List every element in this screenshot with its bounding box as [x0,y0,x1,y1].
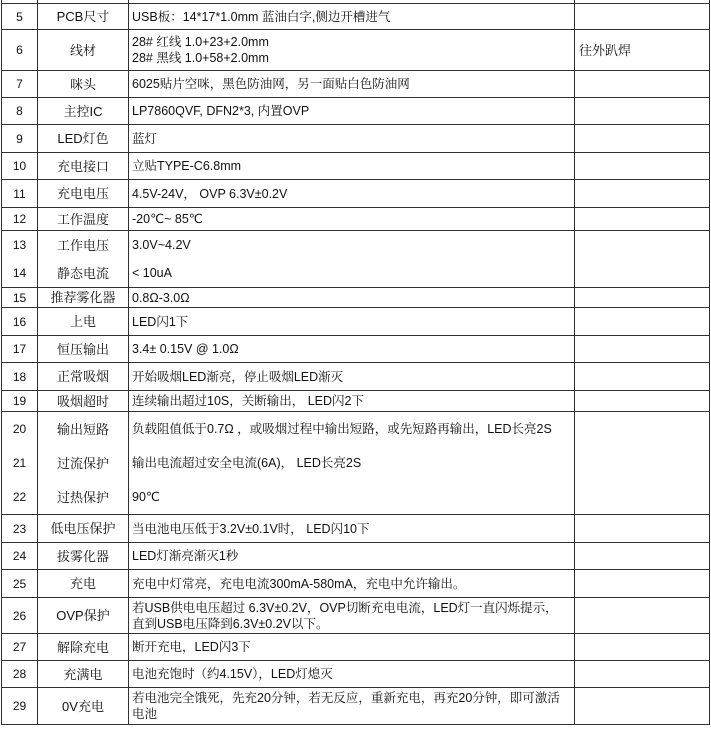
cell-sub-row[interactable] [575,308,709,335]
item-label: 咪头 [69,76,96,92]
row-number: 12 [12,212,27,226]
item-label: 充满电 [63,666,103,682]
item-label: 工作温度 [56,211,109,227]
cell-sub-row[interactable] [129,153,574,179]
cell-sub-row[interactable] [129,446,574,480]
description-text: 4.5V-24V， OVP 6.3V±0.2V [132,186,288,201]
description-text: LED闪1下 [132,314,189,329]
cell-sub-row[interactable] [38,661,128,687]
row-number: 21 [12,456,27,470]
spec-table [1,3,710,725]
cell-sub-row[interactable] [129,363,574,390]
cell-sub-row[interactable] [129,634,574,660]
row-number: 15 [12,290,27,305]
cell-sub-row[interactable] [38,208,128,230]
row-number: 25 [12,576,27,591]
row-number-cell[interactable] [2,98,38,124]
item-cell[interactable] [38,688,129,724]
table-band-25 [2,570,709,598]
row-number: 14 [12,266,27,280]
cell-sub-row[interactable] [2,30,37,70]
cell-sub-row[interactable] [2,180,37,207]
cell-sub-row[interactable] [575,391,709,411]
table-band-5 [2,4,709,30]
item-cell[interactable] [38,4,129,29]
cell-sub-row[interactable] [575,231,709,259]
cell-sub-row[interactable] [38,153,128,179]
description-cell[interactable] [129,98,575,124]
item-label: LED灯色 [57,131,109,146]
remark-cell[interactable] [575,363,709,390]
remark-cell[interactable] [575,153,709,179]
cell-sub-row[interactable] [38,598,128,633]
cell-sub-row[interactable] [2,208,37,230]
description-cell[interactable] [129,208,575,230]
item-cell[interactable] [38,336,129,362]
cell-sub-row[interactable] [575,412,709,446]
cell-sub-row[interactable] [575,446,709,480]
item-cell[interactable] [38,391,129,411]
row-number: 28 [12,667,27,681]
row-number: 26 [12,608,27,623]
item-label: 解除充电 [56,639,109,655]
cell-sub-row[interactable] [129,231,574,259]
cell-sub-row[interactable] [575,125,709,152]
row-number-cell[interactable] [2,4,38,29]
description-cell[interactable] [129,180,575,207]
row-number: 8 [16,104,23,118]
cell-sub-row[interactable] [2,688,37,724]
item-label: OVP保护 [56,608,110,623]
cell-sub-row[interactable] [2,308,37,335]
cell-sub-row[interactable] [575,4,709,29]
item-label: 过热保护 [56,489,109,505]
table-band-29 [2,688,709,724]
remark-cell[interactable] [575,336,709,362]
item-cell[interactable] [38,208,129,230]
cell-sub-row[interactable] [38,480,128,514]
cell-sub-row[interactable] [575,480,709,514]
table-band-10 [2,153,709,180]
cell-sub-row[interactable] [129,30,574,70]
remark-cell[interactable] [575,30,709,70]
description-text: 输出电流超过安全电流(6A)， LED长亮2S [132,456,362,470]
cell-sub-row[interactable] [38,180,128,207]
item-label: 充电电压 [56,186,109,201]
row-number-cell[interactable] [2,336,38,362]
description-cell[interactable] [129,336,575,362]
cell-sub-row[interactable] [129,570,574,597]
remark-cell[interactable] [575,634,709,660]
cell-sub-row[interactable] [38,336,128,362]
item-label: PCB尺寸 [56,9,110,24]
remark-cell[interactable] [575,125,709,152]
cell-sub-row[interactable] [38,363,128,390]
cell-sub-row[interactable] [2,4,37,29]
cell-sub-row[interactable] [575,30,709,70]
item-cell[interactable] [38,153,129,179]
item-label: 线材 [69,42,96,58]
cell-sub-row[interactable] [575,288,709,307]
item-label: 充电接口 [56,158,109,174]
cell-sub-row[interactable] [575,688,709,724]
cell-sub-row[interactable] [2,661,37,687]
remark-cell[interactable] [575,180,709,207]
remark-cell[interactable] [575,391,709,411]
description-cell[interactable] [129,153,575,179]
row-number: 27 [12,640,27,654]
item-cell[interactable] [38,98,129,124]
table-band-17 [2,336,709,363]
row-number: 19 [12,394,27,408]
row-number-cell[interactable] [2,363,38,390]
item-label: 正常吸烟 [56,369,109,384]
row-number-cell[interactable] [2,30,38,70]
cell-sub-row[interactable] [129,480,574,514]
cell-sub-row[interactable] [129,336,574,362]
cell-sub-row[interactable] [38,259,128,287]
item-cell[interactable] [38,308,129,335]
cell-sub-row[interactable] [2,125,37,152]
description-text: 连续输出超过10S，关断输出， LED闪2下 [132,394,364,408]
description-text: 6025贴片空咪，黑色防油网，另一面贴白色防油网 [132,77,410,91]
description-text: 90℃ [132,490,160,504]
item-label: 充电 [69,576,96,591]
item-cell[interactable] [38,125,129,152]
description-text: 28# 黑线 1.0+58+2.0mm [132,51,269,65]
row-number-cell[interactable] [2,308,38,335]
cell-sub-row[interactable] [129,412,574,446]
cell-sub-row[interactable] [129,598,574,633]
description-text: 若电池完全饿死，先充20分钟，若无反应，重新充电，再充20分钟，即可激活电池 [132,691,560,721]
description-text: 负载阻值低于0.7Ω ，或吸烟过程中输出短路，或先短路再输出，LED长亮2S [132,422,552,436]
row-number-cell[interactable] [2,71,38,97]
description-cell[interactable] [129,308,575,335]
item-label: 恒压输出 [56,341,109,357]
table-band-27 [2,634,709,661]
row-number-cell[interactable] [2,598,38,633]
item-label: 工作电压 [56,237,109,253]
remark-text: 往外趴焊 [579,42,632,58]
row-number-cell[interactable] [2,125,38,152]
row-number: 9 [16,131,23,146]
item-label: 推荐雾化器 [50,290,116,305]
table-band-9 [2,125,709,153]
table-band-20 [2,412,709,515]
cell-sub-row[interactable] [38,446,128,480]
cell-sub-row[interactable] [2,391,37,411]
cell-sub-row[interactable] [2,336,37,362]
row-number-cell[interactable] [2,391,38,411]
cell-sub-row[interactable] [129,180,574,207]
description-cell[interactable] [129,661,575,687]
item-cell[interactable] [38,30,129,70]
cell-sub-row[interactable] [575,71,709,97]
cell-sub-row[interactable] [575,153,709,179]
description-cell[interactable] [129,71,575,97]
item-cell[interactable] [38,412,129,514]
item-cell[interactable] [38,288,129,307]
table-band-13 [2,231,709,288]
row-number: 6 [16,43,23,57]
row-number-cell[interactable] [2,634,38,660]
cell-sub-row[interactable] [129,4,574,29]
item-cell[interactable] [38,543,129,569]
remark-cell[interactable] [575,570,709,597]
remark-cell[interactable] [575,98,709,124]
row-number: 18 [12,369,27,384]
cell-sub-row[interactable] [575,363,709,390]
table-band-19 [2,391,709,412]
item-label: 主控IC [63,103,103,119]
description-cell[interactable] [129,363,575,390]
remark-cell[interactable] [575,661,709,687]
cell-sub-row[interactable] [38,688,128,724]
cell-sub-row[interactable] [2,543,37,569]
description-text: 当电池电压低于3.2V±0.1V时， LED闪10下 [132,521,370,536]
remark-cell[interactable] [575,4,709,29]
row-number-cell[interactable] [2,231,38,287]
description-text: 断开充电，LED闪3下 [132,640,251,654]
cell-sub-row[interactable] [2,634,37,660]
row-number: 16 [12,314,27,329]
description-cell[interactable] [129,543,575,569]
row-number-cell[interactable] [2,208,38,230]
description-cell[interactable] [129,231,575,287]
table-band-6 [2,30,709,71]
remark-cell[interactable] [575,598,709,633]
description-cell[interactable] [129,634,575,660]
cell-sub-row[interactable] [575,336,709,362]
description-cell[interactable] [129,125,575,152]
cell-sub-row[interactable] [129,515,574,542]
cell-sub-row[interactable] [38,308,128,335]
cell-sub-row[interactable] [129,208,574,230]
description-cell[interactable] [129,288,575,307]
cell-sub-row[interactable] [2,71,37,97]
description-cell[interactable] [129,4,575,29]
description-cell[interactable] [129,598,575,633]
cell-sub-row[interactable] [38,4,128,29]
cell-sub-row[interactable] [38,391,128,411]
table-band-12 [2,208,709,231]
cell-sub-row[interactable] [575,208,709,230]
item-cell[interactable] [38,71,129,97]
cell-sub-row[interactable] [38,231,128,259]
remark-cell[interactable] [575,515,709,542]
description-cell[interactable] [129,412,575,514]
cell-sub-row[interactable] [2,570,37,597]
table-band-28 [2,661,709,688]
description-text: -20℃~ 85℃ [132,212,203,226]
item-cell[interactable] [38,231,129,287]
remark-cell[interactable] [575,288,709,307]
cell-sub-row[interactable] [38,98,128,124]
row-number-cell[interactable] [2,688,38,724]
table-band-23 [2,515,709,543]
cell-sub-row[interactable] [38,634,128,660]
row-number: 22 [12,490,27,504]
row-number-cell[interactable] [2,570,38,597]
row-number-cell[interactable] [2,288,38,307]
description-cell[interactable] [129,688,575,724]
cell-sub-row[interactable] [38,515,128,542]
description-text: < 10uA [132,266,172,280]
cell-sub-row[interactable] [575,598,709,633]
row-number-cell[interactable] [2,412,38,514]
description-cell[interactable] [129,570,575,597]
item-cell[interactable] [38,363,129,390]
cell-sub-row[interactable] [38,543,128,569]
cell-sub-row[interactable] [38,570,128,597]
description-text: 0.8Ω-3.0Ω [132,290,190,305]
remark-cell[interactable] [575,543,709,569]
remark-cell[interactable] [575,208,709,230]
item-label: 上电 [69,314,96,329]
description-text: LED灯渐亮渐灭1秒 [132,549,239,563]
item-label: 拔雾化器 [56,548,109,564]
description-text: 若USB供电电压超过 6.3V±0.2V，OVP切断充电电流，LED灯一直闪烁提示，直到USB电压降到6.3V±0.2V以下。 [132,600,558,631]
row-number-cell[interactable] [2,153,38,179]
item-cell[interactable] [38,634,129,660]
row-number-cell[interactable] [2,180,38,207]
cell-sub-row[interactable] [129,661,574,687]
item-label: 吸烟超时 [56,393,109,409]
cell-sub-row[interactable] [129,688,574,724]
cell-sub-row[interactable] [575,259,709,287]
cell-sub-row[interactable] [38,412,128,446]
cell-sub-row[interactable] [2,153,37,179]
cell-sub-row[interactable] [38,30,128,70]
cell-sub-row[interactable] [129,259,574,287]
row-number: 13 [12,238,27,252]
item-cell[interactable] [38,180,129,207]
description-text: 蓝灯 [132,131,158,146]
description-text: 3.4± 0.15V @ 1.0Ω [132,342,239,356]
remark-cell[interactable] [575,412,709,514]
cell-sub-row[interactable] [129,391,574,411]
cell-sub-row[interactable] [129,543,574,569]
description-cell[interactable] [129,391,575,411]
cell-sub-row[interactable] [38,71,128,97]
cell-sub-row[interactable] [575,98,709,124]
cell-sub-row[interactable] [2,412,37,446]
cell-sub-row[interactable] [129,71,574,97]
cell-sub-row[interactable] [129,98,574,124]
cell-sub-row[interactable] [575,570,709,597]
table-band-26 [2,598,709,634]
cell-sub-row[interactable] [129,125,574,152]
row-number: 5 [16,9,23,24]
cell-sub-row[interactable] [38,125,128,152]
cell-sub-row[interactable] [2,446,37,480]
table-band-8 [2,98,709,125]
cell-sub-row[interactable] [38,288,128,307]
cell-sub-row[interactable] [2,480,37,514]
row-number-cell[interactable] [2,661,38,687]
remark-cell[interactable] [575,71,709,97]
cell-sub-row[interactable] [575,543,709,569]
description-text: LP7860QVF, DFN2*3, 内置OVP [132,104,310,118]
item-cell[interactable] [38,598,129,633]
description-text: 立贴TYPE-C6.8mm [132,159,242,173]
description-text: 28# 红线 1.0+23+2.0mm [132,35,269,49]
cell-sub-row[interactable] [575,515,709,542]
description-cell[interactable] [129,30,575,70]
item-label: 过流保护 [56,455,109,471]
cell-sub-row[interactable] [129,308,574,335]
table-band-24 [2,543,709,570]
remark-cell[interactable] [575,308,709,335]
item-cell[interactable] [38,570,129,597]
row-number: 10 [12,159,27,173]
cell-sub-row[interactable] [2,598,37,633]
table-band-11 [2,180,709,208]
row-number: 29 [12,699,27,713]
table-band-15 [2,288,709,308]
description-text: 开始吸烟LED渐亮，停止吸烟LED渐灭 [132,369,344,384]
row-number: 20 [12,422,27,436]
item-label: 0V充电 [62,698,104,714]
description-text: USB板：14*17*1.0mm 蓝油白字,侧边开槽进气 [132,9,391,24]
cell-sub-row[interactable] [2,515,37,542]
description-text: 3.0V~4.2V [132,238,191,252]
row-number-cell[interactable] [2,543,38,569]
row-number: 23 [12,521,27,536]
description-text: 电池充饱时（约4.15V），LED灯熄灭 [132,667,333,681]
row-number: 17 [12,342,27,356]
item-cell[interactable] [38,515,129,542]
item-label: 输出短路 [56,421,109,437]
table-band-16 [2,308,709,336]
description-cell[interactable] [129,515,575,542]
cell-sub-row[interactable] [2,98,37,124]
cell-sub-row[interactable] [575,661,709,687]
item-label: 低电压保护 [50,521,116,536]
remark-cell[interactable] [575,231,709,287]
cell-sub-row[interactable] [2,363,37,390]
cell-sub-row[interactable] [129,288,574,307]
cell-sub-row[interactable] [2,231,37,259]
row-number: 11 [13,186,26,201]
cell-sub-row[interactable] [2,259,37,287]
cell-sub-row[interactable] [2,288,37,307]
row-number: 7 [16,77,23,91]
row-number-cell[interactable] [2,515,38,542]
cell-sub-row[interactable] [575,180,709,207]
item-label: 静态电流 [56,265,109,281]
table-band-7 [2,71,709,98]
description-text: 充电中灯常亮，充电电流300mA-580mA，充电中允许输出。 [132,576,466,591]
remark-cell[interactable] [575,688,709,724]
table-band-18 [2,363,709,391]
row-number: 24 [12,549,27,563]
cell-sub-row[interactable] [575,634,709,660]
item-cell[interactable] [38,661,129,687]
